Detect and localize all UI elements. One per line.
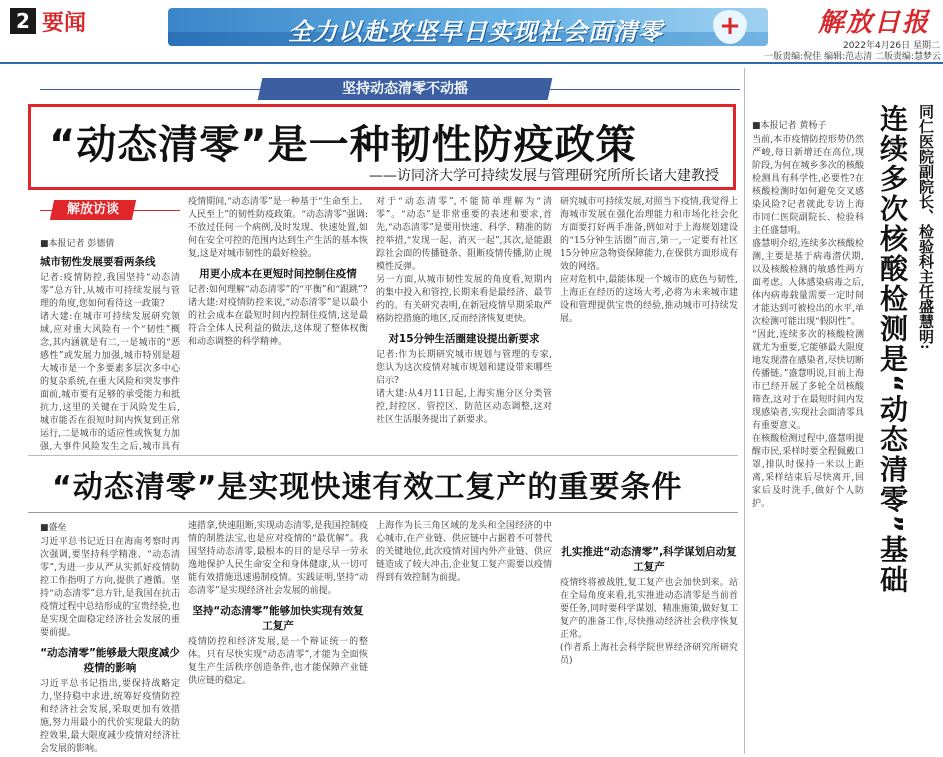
kicker-text: 坚持动态清零不动摇 <box>342 81 468 97</box>
paragraph: 疫情期间,“动态清零”是一种基于“生命至上、人民至上”的韧性防疫政策。“动态清零”强调:不放过任何一个病例,及时发现、快速处置,如何在安全可控的范围内达到生产生活的基本恢复,这是对城市韧性的最好检验。 <box>188 197 368 259</box>
editor-credits: 一版责编:倪佳 编辑:范志清 二版责编:慧梦云 <box>764 52 941 62</box>
article2-column-2 <box>188 520 368 752</box>
header-rule <box>0 62 943 64</box>
paragraph: 上海作为长三角区域的龙头和全国经济的中心城市,在产业链、供应链中占据着不可替代的关键地位,此次疫情对国内外产业链、供应链造成了较大冲击,企业复工复产需要以疫情得到有效控制为前提。 <box>376 521 552 583</box>
subhead-resilience: 城市韧性发展要看两条线 <box>40 256 156 268</box>
newspaper-logo: 解放日报 <box>818 8 931 38</box>
article1-byline: ■本报记者 彭德倩 <box>40 239 115 249</box>
paragraph: 对于“动态清零”,不能简单理解为“清零”。“动态”是非常重要的表述和要求,首先,“动态清零”是要用快速、科学、精准的防控举措,“发现一起、消灭一起”,其次,是能跟踪社会面的传播链条、阻断疫情传播,防止规模性反弹。 <box>376 197 552 272</box>
masthead <box>0 0 943 64</box>
paragraph: 研究城市可持续发展,对照当下疫情,我觉得上海城市发展在强化治理能力和市场化社会化方面要打好两手准备,例如对于上海规划建设的“15分钟生活圈”而言,第一,一定要有社区15分钟应急物资保障能力,在保供方面形成有效的网络。 <box>560 197 738 272</box>
section-divider <box>28 455 738 456</box>
paragraph: 诸大建:对疫情防控来说,“动态清零”是以最小的社会成本在最短时间内控制住疫情,这是最符合全体人民利益的做法,这体现了整体权衡和动态调整的科学精神。 <box>188 298 368 347</box>
article2-byline: ■盛垒 <box>40 523 67 533</box>
second-headline: “动态清零”是实现快速有效工复产的重要条件 <box>52 470 683 505</box>
issue-date: 2022年4月26日 星期二 <box>843 41 940 51</box>
article2-column-3 <box>376 520 552 752</box>
kicker-label <box>258 78 553 100</box>
main-subtitle: ——访同济大学可持续发展与管理研究所所长诸大建教授 <box>369 168 719 184</box>
paragraph: 诸大建:从4月11日起,上海实施分区分类管控,封控区、管控区、防范区动态调整,这对社区生活服务提出了新要求。 <box>376 389 552 425</box>
subhead-minimize: “动态清零”能够最大限度减少疫情的影响 <box>40 647 180 674</box>
author-note: (作者系上海社会科学院世界经济研究所研究员) <box>560 643 738 666</box>
banner-slogan: 全力以赴攻坚早日实现社会面清零 <box>288 18 663 46</box>
subhead-resume-work: 坚持“动态清零”能够加快实现有效复工复产 <box>192 605 364 632</box>
article3-headline: 连续多次核酸检测是“动态清零”基础 <box>876 104 909 595</box>
shield-cross-icon: + <box>713 10 747 44</box>
paragraph: 疫情防控和经济发展,是一个辩证统一的整体。只有尽快实现“动态清零”,才能为全面恢复生产生活秩序创造条件,也才能保障产业链供应链的稳定。 <box>188 637 368 686</box>
paragraph: “因此,连续多次的核酸检测就尤为重要,它能够最大限度地发现潜在感染者,尽快切断传播链。”盛慧明说,目前上海市已经开展了多轮全员核酸筛查,这对于在最短时间内发现感染者,实现社会面清零具有重要意义。 <box>752 330 864 431</box>
article3-byline: ■本报记者 黄杨子 <box>752 121 827 131</box>
subhead-15min: 对15分钟生活圈建设提出新要求 <box>388 333 540 345</box>
article1-column-4 <box>560 196 738 450</box>
column-divider <box>744 68 745 754</box>
second-headline-rule <box>28 512 738 513</box>
page-number: 2 <box>10 8 36 34</box>
paragraph: 习近平总书记指出,要保持战略定力,坚持稳中求进,统筹好疫情防控和经济社会发展,采取更加有效措施,努力用最小的代价实现最大的防控效果,最大限度减少疫情对经济社会发展的影响。 <box>40 679 180 752</box>
article1-column-2 <box>188 196 368 450</box>
article2-column-1 <box>40 536 180 752</box>
paragraph: 另一方面,从城市韧性发展的角度看,短期内的集中投入和管控,长期来看是最经济、最节约的。有关研究表明,在新冠疫情早期采取严格防控措施的地区,反而经济恢复更快。 <box>376 275 552 324</box>
article1-column-1 <box>40 252 180 450</box>
headline-box <box>28 104 736 190</box>
paragraph: 诸大建:在城市可持续发展研究领域,应对重大风险有一个“韧性”概念,其内涵就是有二,一是城市的“恶感性”或发展力加强,城市特别是超大城市是一个多要素多层次多中心的复杂系统,在重大风险和突发事件面前,城市要有足够的承受能力和抵抗力,这里的关键在于风险发生后,城市能否在很短时间内恢复到正常运行,二是城市的适应性或恢复力加强,大事件风险发生之后,城市具有 <box>40 312 180 450</box>
subhead-advance: 扎实推进“动态清零”,科学谋划启动复工复产 <box>561 546 737 573</box>
paragraph: 记者:作为长期研究城市规划与管理的专家,您认为这次疫情对城市规划和建设带来哪些启示? <box>376 350 552 386</box>
paragraph: 应对危机中,最能体现一个城市的底色与韧性,上海正在经历的这场大考,必将为未来城市建设和管理提供宝贵的经验,推动城市可持续发展。 <box>560 275 738 324</box>
paragraph: 疫情终将被战胜,复工复产也会加快到来。站在全局角度来看,扎实推进动态清零是当前首要任务,同时要科学谋划、精准施策,做好复工复产的准备工作,尽快推动经济社会秩序恢复正常。 <box>560 578 738 640</box>
paragraph: 记者:如何理解“动态清零”的“平衡”和“跟跳”? <box>188 285 368 295</box>
interview-tag <box>50 200 136 220</box>
article3-column <box>752 134 864 754</box>
paragraph: 在核酸检测过程中,盛慧明提醒市民,采样时要全程佩戴口罩,排队时保持一米以上距离,采样结束后尽快离开,回家后及时洗手,做好个人防护。 <box>752 434 864 509</box>
paragraph: 当前,本市疫情防控形势仍然严峻,每日新增还在高位,现阶段,为何在城乡多次的核酸检测具有科学性,必要性?在核酸检测时如何避免交叉感染风险?记者就此专访上海市同仁医院副院长、检验科主任盛慧明。 <box>752 135 864 236</box>
paragraph: 记者:疫情防控,我国坚持“动态清零”总方针,从城市可持续发展与管理的角度,您如何看待这一政策? <box>40 273 180 309</box>
paragraph: 速措拿,快速阻断,实现动态清零,是我国控制疫情的制胜法宝,也是应对疫情的“最优解”。我国坚持动态清零,最根本的目的是尽早一劳永逸地保护人民生命安全和身体健康,从一切可能有效措施迅速遏制疫情。实践证明,坚持“动态清零”是实现经济社会发展的前提。 <box>188 521 368 596</box>
interview-tag-text: 解放访谈 <box>66 202 119 217</box>
section-name: 要闻 <box>42 11 87 36</box>
paragraph: 盛慧明介绍,连续多次核酸检测,主要是基于病毒潜伏期,以及核酸检测的敏感性两方面考虑。人体感染病毒之后,体内病毒载量需要一定时间才能达到可被检出的水平,单次检测可能出现“假阴性”。 <box>752 239 864 327</box>
paragraph: 习近平总书记近日在海南考察时再次强调,要坚持科学精准、“动态清零”,为进一步从严从实抓好疫情防控工作指明了方向,提供了遵循。坚持“动态清零”总方针,是我国在抗击疫情过程中总结形成的宝贵经验,也是实现全面稳定经济社会发展的重要前提。 <box>40 537 180 638</box>
article3-kicker: 同仁医院副院长、检验科主任盛慧明: <box>917 104 935 350</box>
main-headline: “动态清零”是一种韧性防疫政策 <box>49 122 637 168</box>
article2-column-4 <box>560 520 738 752</box>
campaign-banner <box>168 8 768 46</box>
subhead-cost: 用更小成本在更短时间控制住疫情 <box>199 268 357 280</box>
article1-column-3 <box>376 196 552 450</box>
